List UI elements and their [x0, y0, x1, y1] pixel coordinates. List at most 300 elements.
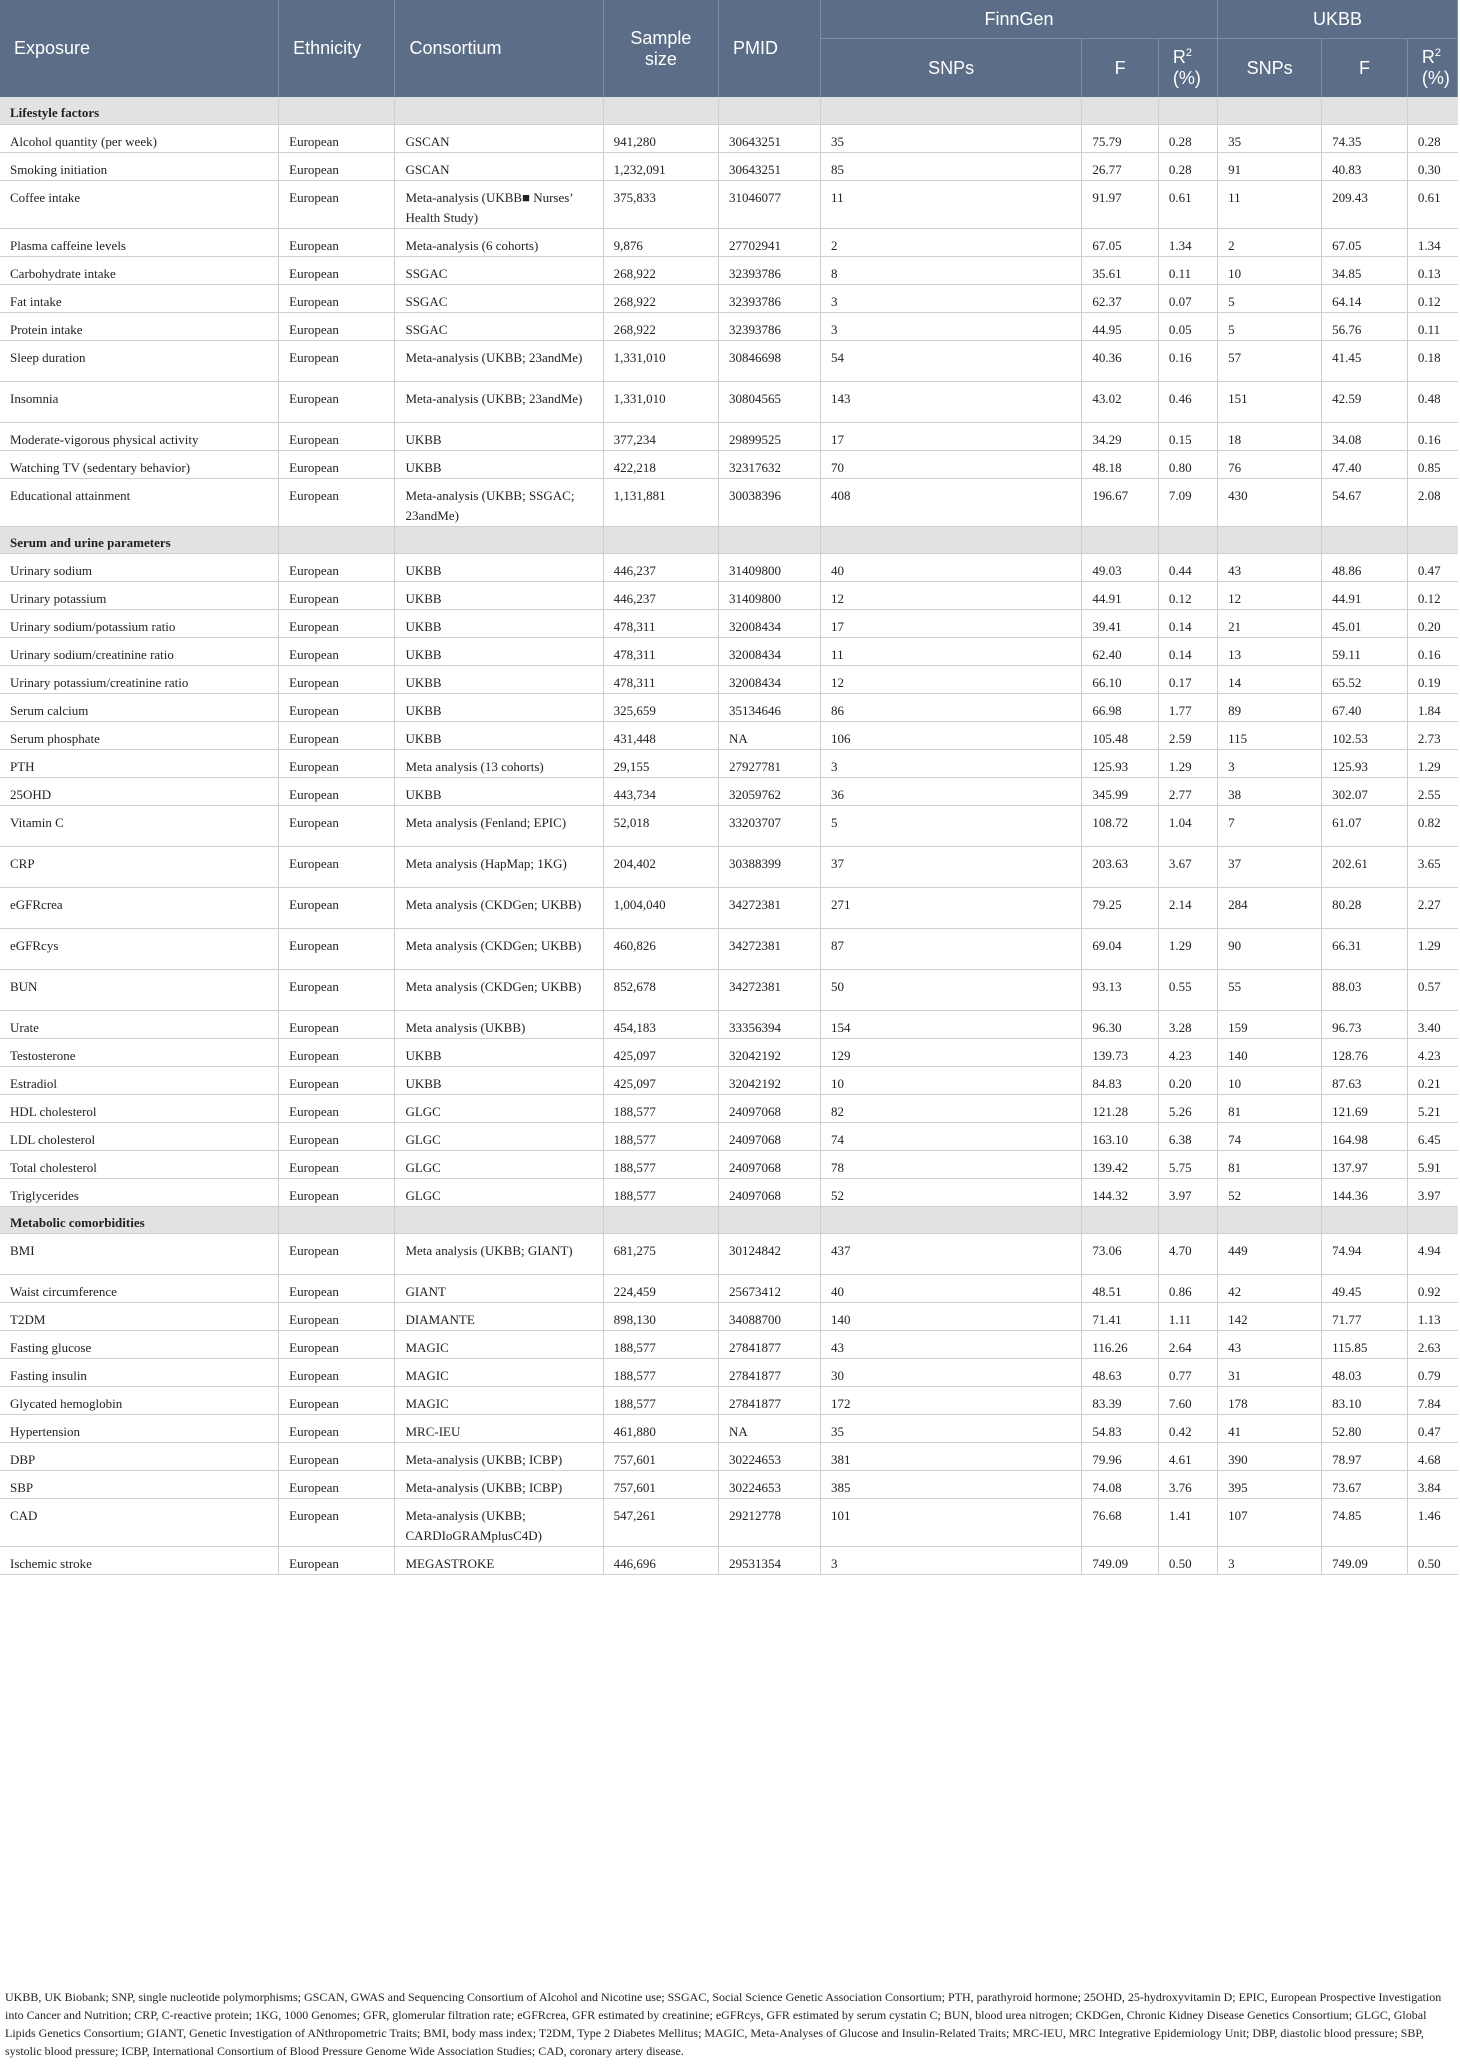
cell-ukbb-f: 71.77: [1322, 1302, 1408, 1330]
cell-ukbb-snps: 81: [1218, 1150, 1322, 1178]
table-row: [0, 1414, 1458, 1442]
cell-ukbb-r2: 3.40: [1407, 1010, 1457, 1038]
section-empty-cell: [821, 97, 1082, 124]
cell-ethnicity: European: [279, 581, 395, 609]
cell-finngen-r2: 1.77: [1158, 693, 1217, 721]
cell-finngen-r2: 0.86: [1158, 1274, 1217, 1302]
cell-sample-size: 188,577: [603, 1122, 718, 1150]
cell-finngen-snps: 36: [821, 777, 1082, 805]
cell-ukbb-snps: 390: [1218, 1442, 1322, 1470]
cell-finngen-r2: 5.26: [1158, 1094, 1217, 1122]
cell-finngen-r2: 0.55: [1158, 969, 1217, 1010]
cell-pmid: 30224653: [719, 1442, 821, 1470]
cell-finngen-r2: 4.70: [1158, 1233, 1217, 1274]
cell-finngen-snps: 11: [821, 637, 1082, 665]
cell-pmid: 32317632: [719, 450, 821, 478]
cell-ukbb-snps: 52: [1218, 1178, 1322, 1206]
cell-ethnicity: European: [279, 1094, 395, 1122]
cell-consortium: GSCAN: [395, 152, 603, 180]
cell-finngen-snps: 3: [821, 749, 1082, 777]
table-row: [0, 805, 1458, 846]
cell-ukbb-f: 47.40: [1322, 450, 1408, 478]
cell-ukbb-r2: 1.34: [1407, 228, 1457, 256]
cell-pmid: 32042192: [719, 1038, 821, 1066]
cell-ukbb-r2: 0.21: [1407, 1066, 1457, 1094]
cell-ukbb-f: 96.73: [1322, 1010, 1408, 1038]
table-footnote: UKBB, UK Biobank; SNP, single nucleotide polymorphisms; GSCAN, GWAS and Sequencing Consortium of Alcohol and Nicotine use; SSGAC, Social Science Genetic Association Consortium; PTH, parathyroid hormone; 25OHD, 25-hydroxyvitamin D; EPIC, European Prospective Investigation into Cancer and Nutrition; CRP, C-reactive protein; 1KG, 1000 Genomes; GFR, glomerular filtration rate; eGFRcrea, GFR estimated by creatinine; eGFRcys, GFR estimated by serum cystatin C; BUN, blood urea nitrogen; CKDGen, Chronic Kidney Disease Genetics Consortium; GLGC, Global Lipids Genetics Consortium; GIANT, Genetic Investigation of ANthropometric Traits; BMI, body mass index; T2DM, Type 2 Diabetes Mellitus; MAGIC, Meta-Analyses of Glucose and Insulin-Related Traits; MRC-IEU, MRC Integrative Epidemiology Unit; DBP, diastolic blood pressure; SBP, systolic blood pressure; ICBP, International Consortium of Blood Pressure Genome Wide Association Studies; CAD, coronary artery disease.: [5, 1990, 1442, 2058]
cell-ukbb-r2: 2.55: [1407, 777, 1457, 805]
cell-ukbb-r2: 0.82: [1407, 805, 1457, 846]
cell-sample-size: 188,577: [603, 1094, 718, 1122]
cell-finngen-f: 75.79: [1082, 124, 1159, 152]
cell-pmid: 29212778: [719, 1498, 821, 1546]
cell-exposure: Sleep duration: [0, 340, 279, 381]
cell-consortium: Meta-analysis (UKBB; 23andMe): [395, 381, 603, 422]
section-empty-cell: [395, 1206, 603, 1233]
cell-finngen-r2: 3.28: [1158, 1010, 1217, 1038]
cell-ukbb-r2: 5.21: [1407, 1094, 1457, 1122]
cell-ukbb-r2: 0.79: [1407, 1358, 1457, 1386]
section-empty-cell: [1218, 526, 1322, 553]
cell-ukbb-r2: 0.18: [1407, 340, 1457, 381]
cell-ethnicity: European: [279, 1038, 395, 1066]
cell-ukbb-r2: 1.46: [1407, 1498, 1457, 1546]
cell-sample-size: 224,459: [603, 1274, 718, 1302]
cell-finngen-f: 139.73: [1082, 1038, 1159, 1066]
cell-finngen-snps: 2: [821, 228, 1082, 256]
cell-ukbb-f: 67.40: [1322, 693, 1408, 721]
cell-finngen-f: 116.26: [1082, 1330, 1159, 1358]
cell-ukbb-f: 41.45: [1322, 340, 1408, 381]
cell-pmid: 24097068: [719, 1178, 821, 1206]
cell-finngen-f: 48.51: [1082, 1274, 1159, 1302]
cell-ethnicity: European: [279, 284, 395, 312]
cell-pmid: 30038396: [719, 478, 821, 526]
cell-exposure: Total cholesterol: [0, 1150, 279, 1178]
section-empty-cell: [821, 1206, 1082, 1233]
cell-ukbb-f: 61.07: [1322, 805, 1408, 846]
cell-finngen-f: 91.97: [1082, 180, 1159, 228]
cell-sample-size: 446,237: [603, 581, 718, 609]
cell-consortium: DIAMANTE: [395, 1302, 603, 1330]
cell-ukbb-snps: 74: [1218, 1122, 1322, 1150]
section-empty-cell: [603, 1206, 718, 1233]
cell-sample-size: 375,833: [603, 180, 718, 228]
cell-finngen-snps: 40: [821, 553, 1082, 581]
cell-consortium: Meta-analysis (UKBB; ICBP): [395, 1442, 603, 1470]
cell-sample-size: 1,131,881: [603, 478, 718, 526]
cell-ukbb-f: 54.67: [1322, 478, 1408, 526]
cell-pmid: 25673412: [719, 1274, 821, 1302]
section-empty-cell: [603, 97, 718, 124]
cell-sample-size: 422,218: [603, 450, 718, 478]
cell-pmid: 31046077: [719, 180, 821, 228]
cell-pmid: 29899525: [719, 422, 821, 450]
cell-finngen-f: 66.10: [1082, 665, 1159, 693]
section-empty-cell: [1158, 1206, 1217, 1233]
header-consortium: Consortium: [395, 0, 603, 97]
cell-finngen-f: 749.09: [1082, 1546, 1159, 1574]
section-empty-cell: [1407, 526, 1457, 553]
cell-ethnicity: European: [279, 777, 395, 805]
cell-consortium: MAGIC: [395, 1330, 603, 1358]
cell-pmid: 27841877: [719, 1358, 821, 1386]
cell-consortium: Meta-analysis (6 cohorts): [395, 228, 603, 256]
cell-ukbb-snps: 21: [1218, 609, 1322, 637]
cell-ethnicity: European: [279, 422, 395, 450]
cell-consortium: GLGC: [395, 1122, 603, 1150]
cell-ethnicity: European: [279, 1010, 395, 1038]
cell-finngen-r2: 2.14: [1158, 887, 1217, 928]
cell-consortium: UKBB: [395, 1066, 603, 1094]
cell-ukbb-snps: 42: [1218, 1274, 1322, 1302]
cell-exposure: Vitamin C: [0, 805, 279, 846]
cell-consortium: Meta-analysis (UKBB; ICBP): [395, 1470, 603, 1498]
cell-ukbb-f: 78.97: [1322, 1442, 1408, 1470]
cell-ethnicity: European: [279, 340, 395, 381]
cell-finngen-snps: 10: [821, 1066, 1082, 1094]
cell-ukbb-f: 49.45: [1322, 1274, 1408, 1302]
cell-ethnicity: European: [279, 152, 395, 180]
cell-pmid: 33203707: [719, 805, 821, 846]
cell-sample-size: 757,601: [603, 1470, 718, 1498]
cell-consortium: UKBB: [395, 1038, 603, 1066]
cell-ukbb-snps: 89: [1218, 693, 1322, 721]
cell-finngen-f: 93.13: [1082, 969, 1159, 1010]
section-empty-cell: [1158, 526, 1217, 553]
table-row: [0, 1386, 1458, 1414]
cell-ukbb-r2: 4.94: [1407, 1233, 1457, 1274]
cell-exposure: Fasting glucose: [0, 1330, 279, 1358]
cell-finngen-r2: 2.64: [1158, 1330, 1217, 1358]
cell-exposure: Serum calcium: [0, 693, 279, 721]
cell-consortium: UKBB: [395, 777, 603, 805]
cell-finngen-r2: 3.97: [1158, 1178, 1217, 1206]
table-row: [0, 256, 1458, 284]
cell-finngen-snps: 17: [821, 422, 1082, 450]
cell-sample-size: 478,311: [603, 665, 718, 693]
cell-exposure: Alcohol quantity (per week): [0, 124, 279, 152]
cell-exposure: Urinary sodium: [0, 553, 279, 581]
section-header-row: [0, 526, 1458, 553]
cell-ethnicity: European: [279, 721, 395, 749]
cell-ukbb-snps: 449: [1218, 1233, 1322, 1274]
cell-consortium: Meta analysis (13 cohorts): [395, 749, 603, 777]
cell-finngen-snps: 40: [821, 1274, 1082, 1302]
table-row: [0, 1150, 1458, 1178]
cell-finngen-snps: 8: [821, 256, 1082, 284]
cell-ethnicity: European: [279, 887, 395, 928]
section-empty-cell: [1322, 526, 1408, 553]
cell-pmid: 32393786: [719, 256, 821, 284]
cell-finngen-f: 34.29: [1082, 422, 1159, 450]
table-row: [0, 180, 1458, 228]
cell-consortium: UKBB: [395, 665, 603, 693]
cell-ethnicity: European: [279, 1470, 395, 1498]
cell-finngen-r2: 2.77: [1158, 777, 1217, 805]
cell-sample-size: 547,261: [603, 1498, 718, 1546]
cell-ukbb-f: 115.85: [1322, 1330, 1408, 1358]
cell-ethnicity: European: [279, 1330, 395, 1358]
cell-pmid: 33356394: [719, 1010, 821, 1038]
cell-finngen-f: 67.05: [1082, 228, 1159, 256]
cell-finngen-r2: 0.77: [1158, 1358, 1217, 1386]
table-row: [0, 721, 1458, 749]
cell-finngen-snps: 35: [821, 1414, 1082, 1442]
cell-sample-size: 446,696: [603, 1546, 718, 1574]
table-row: [0, 846, 1458, 887]
cell-ethnicity: European: [279, 1122, 395, 1150]
cell-exposure: CRP: [0, 846, 279, 887]
cell-finngen-r2: 0.07: [1158, 284, 1217, 312]
table-row: [0, 1498, 1458, 1546]
cell-ukbb-r2: 0.85: [1407, 450, 1457, 478]
section-empty-cell: [821, 526, 1082, 553]
table-row: [0, 1546, 1458, 1574]
cell-ukbb-snps: 57: [1218, 340, 1322, 381]
cell-finngen-f: 139.42: [1082, 1150, 1159, 1178]
cell-finngen-r2: 0.50: [1158, 1546, 1217, 1574]
header-sample-size: Sample size: [603, 0, 718, 97]
cell-exposure: Urinary potassium/creatinine ratio: [0, 665, 279, 693]
cell-ukbb-f: 56.76: [1322, 312, 1408, 340]
section-empty-cell: [395, 97, 603, 124]
cell-finngen-snps: 101: [821, 1498, 1082, 1546]
cell-finngen-r2: 0.14: [1158, 637, 1217, 665]
cell-finngen-r2: 6.38: [1158, 1122, 1217, 1150]
section-empty-cell: [719, 526, 821, 553]
cell-finngen-snps: 408: [821, 478, 1082, 526]
cell-ukbb-r2: 2.63: [1407, 1330, 1457, 1358]
cell-ukbb-snps: 37: [1218, 846, 1322, 887]
cell-consortium: Meta-analysis (UKBB; SSGAC; 23andMe): [395, 478, 603, 526]
cell-pmid: 30846698: [719, 340, 821, 381]
cell-pmid: 32008434: [719, 665, 821, 693]
cell-finngen-r2: 0.16: [1158, 340, 1217, 381]
table-row: [0, 928, 1458, 969]
cell-consortium: SSGAC: [395, 284, 603, 312]
cell-ethnicity: European: [279, 969, 395, 1010]
cell-pmid: 35134646: [719, 693, 821, 721]
cell-ethnicity: European: [279, 1178, 395, 1206]
cell-consortium: UKBB: [395, 721, 603, 749]
cell-finngen-f: 79.96: [1082, 1442, 1159, 1470]
table-row: [0, 1442, 1458, 1470]
cell-finngen-f: 96.30: [1082, 1010, 1159, 1038]
cell-pmid: 34272381: [719, 887, 821, 928]
cell-exposure: Fasting insulin: [0, 1358, 279, 1386]
cell-ukbb-f: 40.83: [1322, 152, 1408, 180]
cell-finngen-r2: 4.61: [1158, 1442, 1217, 1470]
table-row: [0, 1274, 1458, 1302]
cell-consortium: UKBB: [395, 450, 603, 478]
cell-ukbb-f: 74.94: [1322, 1233, 1408, 1274]
cell-pmid: 27841877: [719, 1330, 821, 1358]
table-row: [0, 969, 1458, 1010]
cell-ukbb-r2: 2.73: [1407, 721, 1457, 749]
cell-ukbb-snps: 5: [1218, 312, 1322, 340]
cell-ukbb-f: 74.85: [1322, 1498, 1408, 1546]
table-row: [0, 478, 1458, 526]
cell-exposure: 25OHD: [0, 777, 279, 805]
section-empty-cell: [1158, 97, 1217, 124]
cell-sample-size: 1,331,010: [603, 340, 718, 381]
section-title: Lifestyle factors: [0, 97, 279, 124]
table-row: [0, 1122, 1458, 1150]
cell-ukbb-f: 121.69: [1322, 1094, 1408, 1122]
cell-ethnicity: European: [279, 1414, 395, 1442]
cell-pmid: 32393786: [719, 284, 821, 312]
cell-pmid: 32042192: [719, 1066, 821, 1094]
cell-ukbb-snps: 142: [1218, 1302, 1322, 1330]
cell-consortium: MAGIC: [395, 1358, 603, 1386]
cell-consortium: UKBB: [395, 609, 603, 637]
cell-finngen-r2: 0.61: [1158, 180, 1217, 228]
cell-exposure: Urinary sodium/potassium ratio: [0, 609, 279, 637]
cell-ukbb-f: 137.97: [1322, 1150, 1408, 1178]
header-ukbb-r2: $R^2$ (%): [1407, 39, 1457, 98]
cell-finngen-f: 83.39: [1082, 1386, 1159, 1414]
cell-ukbb-f: 209.43: [1322, 180, 1408, 228]
table-row: [0, 1470, 1458, 1498]
cell-exposure: Ischemic stroke: [0, 1546, 279, 1574]
cell-sample-size: 478,311: [603, 609, 718, 637]
section-empty-cell: [1082, 97, 1159, 124]
cell-ukbb-snps: 35: [1218, 124, 1322, 152]
cell-finngen-f: 40.36: [1082, 340, 1159, 381]
cell-ukbb-snps: 115: [1218, 721, 1322, 749]
cell-sample-size: 188,577: [603, 1330, 718, 1358]
cell-finngen-r2: 3.67: [1158, 846, 1217, 887]
cell-ukbb-r2: 3.97: [1407, 1178, 1457, 1206]
header-pmid: PMID: [719, 0, 821, 97]
cell-ukbb-r2: 0.61: [1407, 180, 1457, 228]
cell-finngen-snps: 78: [821, 1150, 1082, 1178]
cell-sample-size: 1,331,010: [603, 381, 718, 422]
cell-ukbb-snps: 3: [1218, 749, 1322, 777]
cell-ukbb-r2: 0.20: [1407, 609, 1457, 637]
cell-exposure: Triglycerides: [0, 1178, 279, 1206]
cell-ukbb-f: 128.76: [1322, 1038, 1408, 1066]
cell-finngen-r2: 3.76: [1158, 1470, 1217, 1498]
table-row: [0, 450, 1458, 478]
cell-pmid: 32008434: [719, 637, 821, 665]
cell-consortium: Meta analysis (UKBB): [395, 1010, 603, 1038]
cell-ukbb-snps: 178: [1218, 1386, 1322, 1414]
cell-ukbb-f: 48.86: [1322, 553, 1408, 581]
cell-ukbb-f: 74.35: [1322, 124, 1408, 152]
cell-consortium: Meta analysis (CKDGen; UKBB): [395, 969, 603, 1010]
cell-ukbb-r2: 0.16: [1407, 637, 1457, 665]
cell-pmid: 30124842: [719, 1233, 821, 1274]
cell-ukbb-r2: 4.68: [1407, 1442, 1457, 1470]
cell-finngen-f: 144.32: [1082, 1178, 1159, 1206]
cell-finngen-r2: 4.23: [1158, 1038, 1217, 1066]
cell-pmid: 30224653: [719, 1470, 821, 1498]
table-row: [0, 1094, 1458, 1122]
cell-sample-size: 268,922: [603, 284, 718, 312]
cell-finngen-snps: 43: [821, 1330, 1082, 1358]
cell-ukbb-r2: 1.13: [1407, 1302, 1457, 1330]
cell-finngen-r2: 1.11: [1158, 1302, 1217, 1330]
cell-finngen-snps: 3: [821, 284, 1082, 312]
cell-finngen-r2: 0.44: [1158, 553, 1217, 581]
cell-pmid: 29531354: [719, 1546, 821, 1574]
section-empty-cell: [1218, 1206, 1322, 1233]
cell-ukbb-snps: 12: [1218, 581, 1322, 609]
cell-ukbb-r2: 2.08: [1407, 478, 1457, 526]
cell-exposure: Plasma caffeine levels: [0, 228, 279, 256]
cell-sample-size: 188,577: [603, 1178, 718, 1206]
cell-ukbb-snps: 159: [1218, 1010, 1322, 1038]
cell-exposure: Urate: [0, 1010, 279, 1038]
cell-finngen-snps: 271: [821, 887, 1082, 928]
cell-ukbb-f: 44.91: [1322, 581, 1408, 609]
cell-exposure: Coffee intake: [0, 180, 279, 228]
cell-ukbb-r2: 0.28: [1407, 124, 1457, 152]
cell-exposure: eGFRcrea: [0, 887, 279, 928]
cell-finngen-snps: 37: [821, 846, 1082, 887]
cell-ukbb-snps: 43: [1218, 553, 1322, 581]
cell-exposure: PTH: [0, 749, 279, 777]
cell-finngen-f: 44.91: [1082, 581, 1159, 609]
cell-finngen-f: 54.83: [1082, 1414, 1159, 1442]
cell-exposure: BMI: [0, 1233, 279, 1274]
cell-pmid: 34272381: [719, 928, 821, 969]
cell-ethnicity: European: [279, 665, 395, 693]
cell-ukbb-snps: 284: [1218, 887, 1322, 928]
cell-consortium: GLGC: [395, 1150, 603, 1178]
header-ukbb-group: UKBB: [1218, 0, 1458, 39]
table-row: [0, 152, 1458, 180]
table-row: [0, 284, 1458, 312]
cell-ukbb-f: 42.59: [1322, 381, 1408, 422]
cell-ukbb-snps: 10: [1218, 1066, 1322, 1094]
cell-ukbb-r2: 0.11: [1407, 312, 1457, 340]
cell-ethnicity: European: [279, 1233, 395, 1274]
cell-consortium: Meta analysis (CKDGen; UKBB): [395, 887, 603, 928]
section-empty-cell: [1082, 1206, 1159, 1233]
cell-finngen-snps: 35: [821, 124, 1082, 152]
cell-sample-size: 681,275: [603, 1233, 718, 1274]
cell-ukbb-r2: 0.92: [1407, 1274, 1457, 1302]
cell-ukbb-f: 749.09: [1322, 1546, 1408, 1574]
cell-ukbb-f: 302.07: [1322, 777, 1408, 805]
cell-finngen-snps: 50: [821, 969, 1082, 1010]
cell-finngen-r2: 1.41: [1158, 1498, 1217, 1546]
cell-ukbb-r2: 3.65: [1407, 846, 1457, 887]
cell-finngen-snps: 5: [821, 805, 1082, 846]
cell-exposure: Urinary potassium: [0, 581, 279, 609]
cell-sample-size: 460,826: [603, 928, 718, 969]
cell-finngen-snps: 70: [821, 450, 1082, 478]
cell-consortium: GSCAN: [395, 124, 603, 152]
cell-finngen-r2: 0.11: [1158, 256, 1217, 284]
cell-ethnicity: European: [279, 693, 395, 721]
cell-exposure: Testosterone: [0, 1038, 279, 1066]
section-header-row: [0, 1206, 1458, 1233]
cell-consortium: Meta-analysis (UKBB; CARDIoGRAMplusC4D): [395, 1498, 603, 1546]
cell-ukbb-r2: 0.57: [1407, 969, 1457, 1010]
section-empty-cell: [1407, 97, 1457, 124]
cell-ethnicity: European: [279, 637, 395, 665]
cell-finngen-snps: 12: [821, 581, 1082, 609]
cell-ukbb-f: 45.01: [1322, 609, 1408, 637]
cell-consortium: UKBB: [395, 553, 603, 581]
cell-exposure: Urinary sodium/creatinine ratio: [0, 637, 279, 665]
cell-finngen-snps: 17: [821, 609, 1082, 637]
cell-ethnicity: European: [279, 124, 395, 152]
